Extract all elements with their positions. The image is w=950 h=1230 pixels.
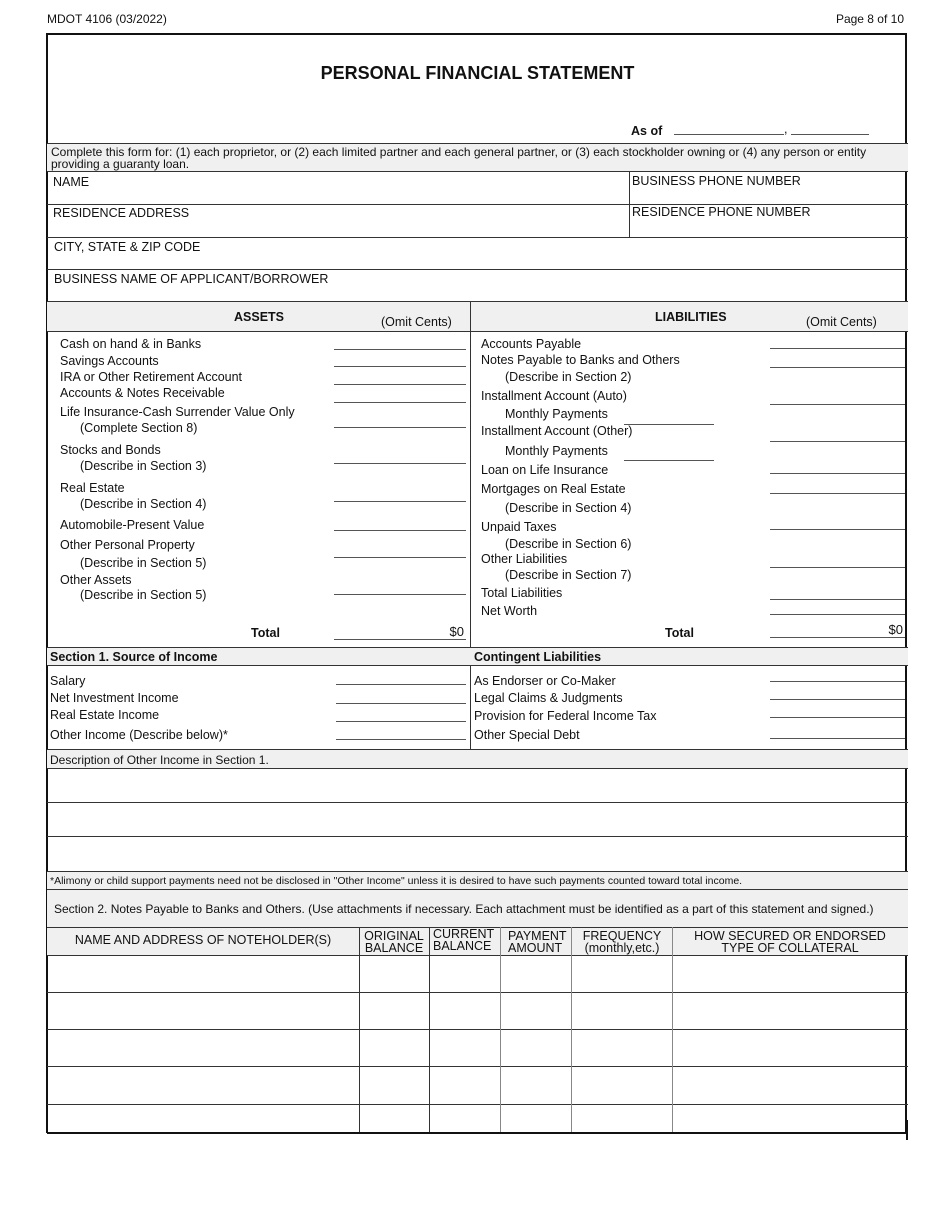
asset-other-field[interactable] xyxy=(334,594,466,595)
col-original-balance-line1: ORIGINAL xyxy=(364,929,424,943)
liabilities-total-value: $0 xyxy=(888,622,903,637)
col-original-balance-line2: BALANCE xyxy=(364,941,424,955)
contingent-heading: Contingent Liabilities xyxy=(474,650,602,664)
liab-installment-auto-field[interactable] xyxy=(770,404,905,405)
table-row[interactable] xyxy=(47,1067,908,1103)
contingent-legal-claims: Legal Claims & Judgments xyxy=(474,691,623,705)
liab-installment-other-field[interactable] xyxy=(770,441,905,442)
asset-other-note: (Describe in Section 5) xyxy=(80,588,207,602)
asset-life-insurance-field[interactable] xyxy=(334,427,466,428)
liab-installment-auto: Installment Account (Auto) xyxy=(481,389,627,403)
liab-life-insurance-loan-field[interactable] xyxy=(770,473,905,474)
asset-savings: Savings Accounts xyxy=(60,354,159,368)
col-current-balance-line1: CURRENT xyxy=(433,927,495,941)
liab-mortgages: Mortgages on Real Estate xyxy=(481,482,626,496)
liab-life-insurance-loan: Loan on Life Insurance xyxy=(481,463,609,477)
assets-total-field xyxy=(334,639,466,640)
contingent-federal-tax: Provision for Federal Income Tax xyxy=(474,709,657,723)
liab-installment-other: Installment Account (Other) xyxy=(481,424,633,438)
col-noteholder: NAME AND ADDRESS OF NOTEHOLDER(S) xyxy=(74,933,332,947)
as-of-label: As of xyxy=(631,124,663,138)
liab-other-liabilities-note: (Describe in Section 7) xyxy=(505,568,632,582)
col-payment-amount xyxy=(505,930,574,954)
col-frequency-line2: (monthly,etc.) xyxy=(584,941,660,955)
other-income-line-3[interactable] xyxy=(47,837,908,871)
assets-total-value: $0 xyxy=(449,624,464,639)
asset-stocks-field[interactable] xyxy=(334,463,466,464)
asset-real-estate-note: (Describe in Section 4) xyxy=(80,497,207,511)
page-title: PERSONAL FINANCIAL STATEMENT xyxy=(320,63,635,83)
liab-unpaid-taxes-note: (Describe in Section 6) xyxy=(505,537,632,551)
city-state-zip-label: CITY, STATE & ZIP CODE xyxy=(54,240,201,254)
liab-notes-payable-field[interactable] xyxy=(770,367,905,368)
asset-cash-field[interactable] xyxy=(334,349,466,350)
col-how-secured-line1: HOW SECURED OR ENDORSED xyxy=(694,929,886,943)
liab-unpaid-taxes-field[interactable] xyxy=(770,529,905,530)
income-other: Other Income (Describe below)* xyxy=(50,728,228,742)
asset-automobile-field[interactable] xyxy=(334,530,466,531)
liabilities-total-field xyxy=(770,637,905,638)
instructions-text: Complete this form for: (1) each proprietor, or (2) each limited partner and each general partner, or (3) each stockholder owning or (4) any person or entity providing a guaranty loan. xyxy=(51,146,867,171)
liab-net-worth: Net Worth xyxy=(481,604,538,618)
col-payment-amount-line2: AMOUNT xyxy=(508,941,563,955)
table-row[interactable] xyxy=(47,1105,908,1132)
asset-personal-property: Other Personal Property xyxy=(60,538,195,552)
asset-receivables: Accounts & Notes Receivable xyxy=(60,386,225,400)
other-income-desc-label: Description of Other Income in Section 1. xyxy=(50,753,269,767)
assets-total-label: Total xyxy=(251,626,280,640)
liab-unpaid-taxes: Unpaid Taxes xyxy=(481,520,557,534)
asset-life-insurance-note: (Complete Section 8) xyxy=(80,421,198,435)
asset-real-estate-field[interactable] xyxy=(334,501,466,502)
asset-automobile: Automobile-Present Value xyxy=(60,518,205,532)
income-net-investment: Net Investment Income xyxy=(50,691,179,705)
col-how-secured-line2: TYPE OF COLLATERAL xyxy=(721,941,859,955)
as-of-comma: , xyxy=(784,122,788,136)
liab-mortgages-note: (Describe in Section 4) xyxy=(505,501,632,515)
as-of-year-field[interactable] xyxy=(791,134,869,135)
table-row[interactable] xyxy=(47,993,908,1029)
asset-cash: Cash on hand & in Banks xyxy=(60,337,202,351)
table-row[interactable] xyxy=(47,1030,908,1066)
contingent-endorser-field[interactable] xyxy=(770,681,905,682)
liab-total-liabilities-field[interactable] xyxy=(770,599,905,600)
liab-other-monthly: Monthly Payments xyxy=(505,444,608,458)
income-real-estate-field[interactable] xyxy=(336,721,466,722)
form-id: MDOT 4106 (03/2022) xyxy=(47,12,167,26)
liabilities-omit-cents: (Omit Cents) xyxy=(806,315,877,329)
assets-heading: ASSETS xyxy=(234,310,285,324)
col-frequency xyxy=(573,930,671,954)
liab-mortgages-field[interactable] xyxy=(770,493,905,494)
page-number: Page 8 of 10 xyxy=(835,12,904,26)
col-current-balance-line2: BALANCE xyxy=(433,939,492,953)
section2-heading: Section 2. Notes Payable to Banks and Others. (Use attachments if necessary. Each attachment must be identified as a part of this statement and signed.) xyxy=(54,902,874,916)
liab-accounts-payable-field[interactable] xyxy=(770,348,905,349)
col-original-balance xyxy=(361,930,427,954)
asset-other: Other Assets xyxy=(60,573,132,587)
assets-omit-cents: (Omit Cents) xyxy=(381,315,452,329)
name-label: NAME xyxy=(53,175,90,189)
asset-personal-property-note: (Describe in Section 5) xyxy=(80,556,207,570)
asset-savings-field[interactable] xyxy=(334,366,466,367)
asset-real-estate: Real Estate xyxy=(60,481,125,495)
contingent-endorser: As Endorser or Co-Maker xyxy=(474,674,616,688)
liab-notes-payable-note: (Describe in Section 2) xyxy=(505,370,632,384)
other-income-line-2[interactable] xyxy=(47,803,908,836)
asset-receivables-field[interactable] xyxy=(334,402,466,403)
asset-personal-property-field[interactable] xyxy=(334,557,466,558)
table-row[interactable] xyxy=(47,956,908,992)
col-payment-amount-line1: PAYMENT xyxy=(508,929,567,943)
liab-accounts-payable: Accounts Payable xyxy=(481,337,582,351)
liab-total-liabilities: Total Liabilities xyxy=(481,586,563,600)
col-current-balance xyxy=(431,928,499,952)
contingent-federal-tax-field[interactable] xyxy=(770,717,905,718)
residence-address-label: RESIDENCE ADDRESS xyxy=(53,206,190,220)
income-real-estate: Real Estate Income xyxy=(50,708,160,722)
liab-other-liabilities: Other Liabilities xyxy=(481,552,568,566)
income-other-field[interactable] xyxy=(336,739,466,740)
asset-stocks-note: (Describe in Section 3) xyxy=(80,459,207,473)
residence-phone-label: RESIDENCE PHONE NUMBER xyxy=(632,205,811,219)
liab-auto-monthly: Monthly Payments xyxy=(505,407,608,421)
other-income-line-1[interactable] xyxy=(47,769,908,803)
asset-life-insurance: Life Insurance-Cash Surrender Value Only xyxy=(60,405,295,419)
income-salary: Salary xyxy=(50,674,86,688)
asset-stocks: Stocks and Bonds xyxy=(60,443,161,457)
alimony-note: *Alimony or child support payments need not be disclosed in "Other Income" unless it is desired to have such payments counted toward total income. xyxy=(50,875,743,887)
contingent-special-debt-field[interactable] xyxy=(770,738,905,739)
liabilities-heading: LIABILITIES xyxy=(655,310,727,324)
liab-other-liabilities-field[interactable] xyxy=(770,567,905,568)
asset-ira-field[interactable] xyxy=(334,384,466,385)
assets-liabilities-header-band xyxy=(47,302,908,331)
liab-net-worth-field[interactable] xyxy=(770,614,905,615)
section1-heading: Section 1. Source of Income xyxy=(50,650,218,664)
contingent-special-debt: Other Special Debt xyxy=(474,728,580,742)
liab-other-monthly-field[interactable] xyxy=(624,460,714,461)
income-net-investment-field[interactable] xyxy=(336,703,466,704)
business-phone-label: BUSINESS PHONE NUMBER xyxy=(632,174,801,188)
asset-ira: IRA or Other Retirement Account xyxy=(60,370,243,384)
liab-auto-monthly-field[interactable] xyxy=(624,424,714,425)
col-frequency-line1: FREQUENCY xyxy=(582,929,662,943)
income-salary-field[interactable] xyxy=(336,684,466,685)
as-of-date-field[interactable] xyxy=(674,134,784,135)
col-how-secured xyxy=(673,930,907,954)
liab-notes-payable: Notes Payable to Banks and Others xyxy=(481,353,680,367)
business-name-label: BUSINESS NAME OF APPLICANT/BORROWER xyxy=(54,272,329,286)
liabilities-total-label: Total xyxy=(665,626,694,640)
contingent-legal-claims-field[interactable] xyxy=(770,699,905,700)
